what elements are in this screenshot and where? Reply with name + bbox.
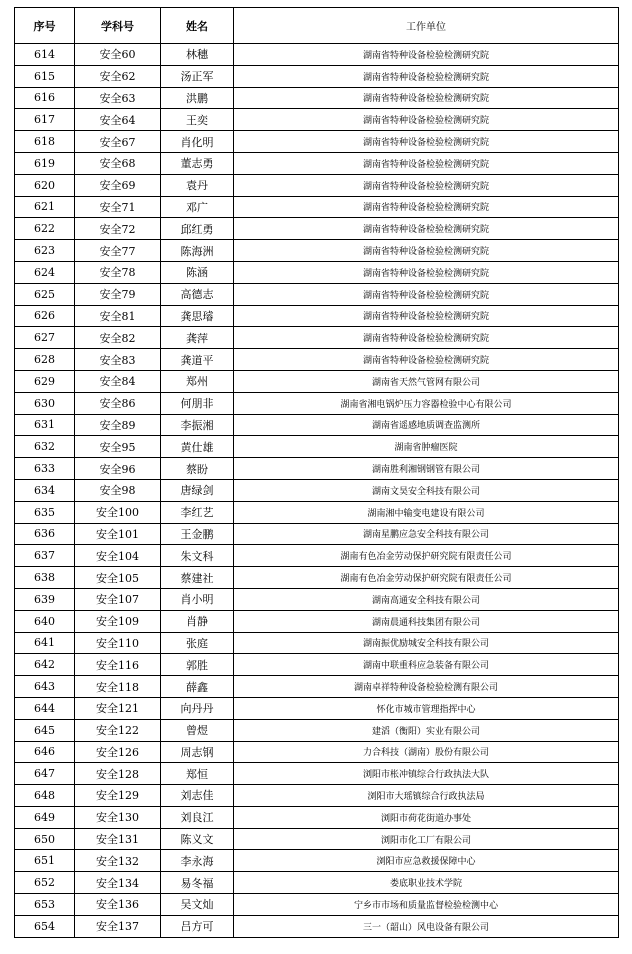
serial-number-cell: 617 — [15, 109, 75, 131]
table-row — [15, 588, 619, 610]
subject-code-cell: 安全98 — [75, 479, 161, 501]
table-row — [15, 327, 619, 349]
serial-number-cell: 627 — [15, 327, 75, 349]
name-cell: 李红艺 — [161, 501, 234, 523]
work-unit-cell: 湖南星鹏应急安全科技有限公司 — [234, 523, 619, 545]
name-cell: 曾煜 — [161, 719, 234, 741]
serial-number-cell: 618 — [15, 131, 75, 153]
table-row — [15, 872, 619, 894]
serial-number-cell: 638 — [15, 567, 75, 589]
name-cell: 刘良江 — [161, 806, 234, 828]
subject-code-cell: 安全105 — [75, 567, 161, 589]
work-unit-cell: 怀化市城市管理指挥中心 — [234, 697, 619, 719]
work-unit-cell: 湖南省特种设备检验检测研究院 — [234, 327, 619, 349]
subject-code-cell: 安全78 — [75, 261, 161, 283]
name-cell: 汤正军 — [161, 65, 234, 87]
serial-number-cell: 633 — [15, 458, 75, 480]
serial-number-cell: 649 — [15, 806, 75, 828]
table-row — [15, 676, 619, 698]
name-cell: 高德志 — [161, 283, 234, 305]
table-row — [15, 392, 619, 414]
table-row — [15, 850, 619, 872]
table-row — [15, 349, 619, 371]
serial-number-cell: 652 — [15, 872, 75, 894]
serial-number-cell: 621 — [15, 196, 75, 218]
table-row — [15, 697, 619, 719]
work-unit-cell: 湖南省特种设备检验检测研究院 — [234, 65, 619, 87]
name-cell: 朱文科 — [161, 545, 234, 567]
subject-code-cell: 安全136 — [75, 894, 161, 916]
table-row — [15, 109, 619, 131]
name-cell: 袁丹 — [161, 174, 234, 196]
work-unit-cell: 湖南省特种设备检验检测研究院 — [234, 131, 619, 153]
work-unit-cell: 湖南文昊安全科技有限公司 — [234, 479, 619, 501]
work-unit-cell: 湖南省特种设备检验检测研究院 — [234, 283, 619, 305]
serial-number-cell: 650 — [15, 828, 75, 850]
roster-table — [14, 7, 619, 938]
table-row — [15, 131, 619, 153]
work-unit-cell: 浏阳市化工厂有限公司 — [234, 828, 619, 850]
name-cell: 张庭 — [161, 632, 234, 654]
serial-number-cell: 635 — [15, 501, 75, 523]
subject-code-cell: 安全79 — [75, 283, 161, 305]
table-row — [15, 545, 619, 567]
table-row — [15, 523, 619, 545]
work-unit-cell: 浏阳市枨冲镇综合行政执法大队 — [234, 763, 619, 785]
serial-number-cell: 646 — [15, 741, 75, 763]
name-cell: 龚萍 — [161, 327, 234, 349]
subject-code-cell: 安全132 — [75, 850, 161, 872]
subject-code-cell: 安全89 — [75, 414, 161, 436]
name-cell: 吕方可 — [161, 915, 234, 937]
work-unit-cell: 娄底职业技术学院 — [234, 872, 619, 894]
serial-number-cell: 644 — [15, 697, 75, 719]
name-cell: 陈义文 — [161, 828, 234, 850]
work-unit-cell: 湖南省特种设备检验检测研究院 — [234, 349, 619, 371]
work-unit-cell: 湖南卓祥特种设备检验检测有限公司 — [234, 676, 619, 698]
table-row — [15, 44, 619, 66]
table-row — [15, 828, 619, 850]
name-cell: 王奕 — [161, 109, 234, 131]
subject-code-cell: 安全121 — [75, 697, 161, 719]
subject-code-cell: 安全63 — [75, 87, 161, 109]
table-row — [15, 414, 619, 436]
serial-number-cell: 645 — [15, 719, 75, 741]
table-row — [15, 501, 619, 523]
name-cell: 李振湘 — [161, 414, 234, 436]
serial-number-cell: 640 — [15, 610, 75, 632]
serial-number-cell: 620 — [15, 174, 75, 196]
work-unit-cell: 湖南胜利湘钢钢管有限公司 — [234, 458, 619, 480]
name-cell: 董志勇 — [161, 152, 234, 174]
work-unit-cell: 建滔（衡阳）实业有限公司 — [234, 719, 619, 741]
name-cell: 薛鑫 — [161, 676, 234, 698]
serial-number-cell: 639 — [15, 588, 75, 610]
serial-number-cell: 636 — [15, 523, 75, 545]
serial-number-cell: 654 — [15, 915, 75, 937]
table-row — [15, 915, 619, 937]
name-cell: 郑州 — [161, 370, 234, 392]
table-row — [15, 436, 619, 458]
name-cell: 蔡建社 — [161, 567, 234, 589]
work-unit-cell: 湖南省遥感地质调查监测所 — [234, 414, 619, 436]
subject-code-cell: 安全101 — [75, 523, 161, 545]
work-unit-cell: 湖南省特种设备检验检测研究院 — [234, 174, 619, 196]
table-row — [15, 370, 619, 392]
name-cell: 陈涵 — [161, 261, 234, 283]
name-cell: 邓广 — [161, 196, 234, 218]
serial-number-cell: 631 — [15, 414, 75, 436]
subject-code-cell: 安全69 — [75, 174, 161, 196]
header-serial-number: 序号 — [15, 8, 75, 44]
header-subject-code: 学科号 — [75, 8, 161, 44]
table-row — [15, 218, 619, 240]
subject-code-cell: 安全60 — [75, 44, 161, 66]
work-unit-cell: 浏阳市应急救援保障中心 — [234, 850, 619, 872]
work-unit-cell: 湖南省特种设备检验检测研究院 — [234, 218, 619, 240]
work-unit-cell: 湖南振优励城安全科技有限公司 — [234, 632, 619, 654]
table-row — [15, 240, 619, 262]
name-cell: 洪鹏 — [161, 87, 234, 109]
table-row — [15, 654, 619, 676]
serial-number-cell: 628 — [15, 349, 75, 371]
name-cell: 王金鹏 — [161, 523, 234, 545]
name-cell: 郭胜 — [161, 654, 234, 676]
table-row — [15, 65, 619, 87]
serial-number-cell: 623 — [15, 240, 75, 262]
work-unit-cell: 湖南有色冶金劳动保护研究院有限责任公司 — [234, 545, 619, 567]
subject-code-cell: 安全107 — [75, 588, 161, 610]
name-cell: 吴文灿 — [161, 894, 234, 916]
name-cell: 向丹丹 — [161, 697, 234, 719]
subject-code-cell: 安全137 — [75, 915, 161, 937]
work-unit-cell: 湖南有色冶金劳动保护研究院有限责任公司 — [234, 567, 619, 589]
subject-code-cell: 安全131 — [75, 828, 161, 850]
subject-code-cell: 安全104 — [75, 545, 161, 567]
subject-code-cell: 安全130 — [75, 806, 161, 828]
table-row — [15, 567, 619, 589]
subject-code-cell: 安全82 — [75, 327, 161, 349]
work-unit-cell: 湖南省特种设备检验检测研究院 — [234, 109, 619, 131]
roster-body — [15, 44, 619, 938]
serial-number-cell: 637 — [15, 545, 75, 567]
subject-code-cell: 安全128 — [75, 763, 161, 785]
table-row — [15, 305, 619, 327]
serial-number-cell: 651 — [15, 850, 75, 872]
table-row — [15, 458, 619, 480]
serial-number-cell: 647 — [15, 763, 75, 785]
work-unit-cell: 湖南省特种设备检验检测研究院 — [234, 261, 619, 283]
name-cell: 蔡盼 — [161, 458, 234, 480]
work-unit-cell: 湖南高通安全科技有限公司 — [234, 588, 619, 610]
name-cell: 肖化明 — [161, 131, 234, 153]
name-cell: 郑恒 — [161, 763, 234, 785]
name-cell: 李永海 — [161, 850, 234, 872]
serial-number-cell: 619 — [15, 152, 75, 174]
subject-code-cell: 安全62 — [75, 65, 161, 87]
name-cell: 唐绿剑 — [161, 479, 234, 501]
subject-code-cell: 安全64 — [75, 109, 161, 131]
subject-code-cell: 安全110 — [75, 632, 161, 654]
serial-number-cell: 624 — [15, 261, 75, 283]
work-unit-cell: 湖南省湘电锅炉压力容器检验中心有限公司 — [234, 392, 619, 414]
subject-code-cell: 安全95 — [75, 436, 161, 458]
table-row — [15, 152, 619, 174]
name-cell: 林穗 — [161, 44, 234, 66]
serial-number-cell: 616 — [15, 87, 75, 109]
subject-code-cell: 安全81 — [75, 305, 161, 327]
work-unit-cell: 三一（韶山）风电设备有限公司 — [234, 915, 619, 937]
serial-number-cell: 653 — [15, 894, 75, 916]
header-work-unit: 工作单位 — [234, 8, 619, 44]
serial-number-cell: 626 — [15, 305, 75, 327]
work-unit-cell: 湖南省特种设备检验检测研究院 — [234, 196, 619, 218]
work-unit-cell: 湖南省特种设备检验检测研究院 — [234, 87, 619, 109]
table-row — [15, 196, 619, 218]
work-unit-cell: 宁乡市市场和质量监督检验检测中心 — [234, 894, 619, 916]
work-unit-cell: 浏阳市大瑶镇综合行政执法局 — [234, 785, 619, 807]
subject-code-cell: 安全126 — [75, 741, 161, 763]
subject-code-cell: 安全96 — [75, 458, 161, 480]
table-row — [15, 763, 619, 785]
serial-number-cell: 648 — [15, 785, 75, 807]
subject-code-cell: 安全134 — [75, 872, 161, 894]
work-unit-cell: 力合科技（湖南）股份有限公司 — [234, 741, 619, 763]
subject-code-cell: 安全77 — [75, 240, 161, 262]
table-row — [15, 261, 619, 283]
serial-number-cell: 625 — [15, 283, 75, 305]
work-unit-cell: 湖南中联重科应急装备有限公司 — [234, 654, 619, 676]
table-row — [15, 283, 619, 305]
serial-number-cell: 642 — [15, 654, 75, 676]
work-unit-cell: 湖南晨通科技集团有限公司 — [234, 610, 619, 632]
work-unit-cell: 浏阳市荷花街道办事处 — [234, 806, 619, 828]
name-cell: 黄仕雄 — [161, 436, 234, 458]
subject-code-cell: 安全68 — [75, 152, 161, 174]
table-row — [15, 741, 619, 763]
work-unit-cell: 湖南省特种设备检验检测研究院 — [234, 240, 619, 262]
name-cell: 邱红勇 — [161, 218, 234, 240]
table-row — [15, 806, 619, 828]
table-row — [15, 174, 619, 196]
table-row — [15, 785, 619, 807]
serial-number-cell: 615 — [15, 65, 75, 87]
serial-number-cell: 643 — [15, 676, 75, 698]
name-cell: 易冬福 — [161, 872, 234, 894]
name-cell: 龚道平 — [161, 349, 234, 371]
work-unit-cell: 湖南省肿瘤医院 — [234, 436, 619, 458]
serial-number-cell: 634 — [15, 479, 75, 501]
subject-code-cell: 安全72 — [75, 218, 161, 240]
serial-number-cell: 641 — [15, 632, 75, 654]
subject-code-cell: 安全109 — [75, 610, 161, 632]
subject-code-cell: 安全129 — [75, 785, 161, 807]
subject-code-cell: 安全116 — [75, 654, 161, 676]
work-unit-cell: 湖南省特种设备检验检测研究院 — [234, 44, 619, 66]
name-cell: 肖静 — [161, 610, 234, 632]
subject-code-cell: 安全71 — [75, 196, 161, 218]
subject-code-cell: 安全83 — [75, 349, 161, 371]
serial-number-cell: 629 — [15, 370, 75, 392]
work-unit-cell: 湖南湘中输变电建设有限公司 — [234, 501, 619, 523]
subject-code-cell: 安全118 — [75, 676, 161, 698]
name-cell: 何朋非 — [161, 392, 234, 414]
table-row — [15, 894, 619, 916]
serial-number-cell: 632 — [15, 436, 75, 458]
name-cell: 周志钢 — [161, 741, 234, 763]
name-cell: 刘志佳 — [161, 785, 234, 807]
work-unit-cell: 湖南省特种设备检验检测研究院 — [234, 305, 619, 327]
header-row — [15, 8, 619, 44]
name-cell: 龚思璿 — [161, 305, 234, 327]
subject-code-cell: 安全86 — [75, 392, 161, 414]
table-row — [15, 719, 619, 741]
subject-code-cell: 安全84 — [75, 370, 161, 392]
name-cell: 陈海洲 — [161, 240, 234, 262]
header-name: 姓名 — [161, 8, 234, 44]
table-row — [15, 479, 619, 501]
serial-number-cell: 630 — [15, 392, 75, 414]
name-cell: 肖小明 — [161, 588, 234, 610]
serial-number-cell: 614 — [15, 44, 75, 66]
table-row — [15, 610, 619, 632]
work-unit-cell: 湖南省特种设备检验检测研究院 — [234, 152, 619, 174]
work-unit-cell: 湖南省天然气管网有限公司 — [234, 370, 619, 392]
table-row — [15, 632, 619, 654]
subject-code-cell: 安全67 — [75, 131, 161, 153]
table-row — [15, 87, 619, 109]
subject-code-cell: 安全100 — [75, 501, 161, 523]
serial-number-cell: 622 — [15, 218, 75, 240]
subject-code-cell: 安全122 — [75, 719, 161, 741]
